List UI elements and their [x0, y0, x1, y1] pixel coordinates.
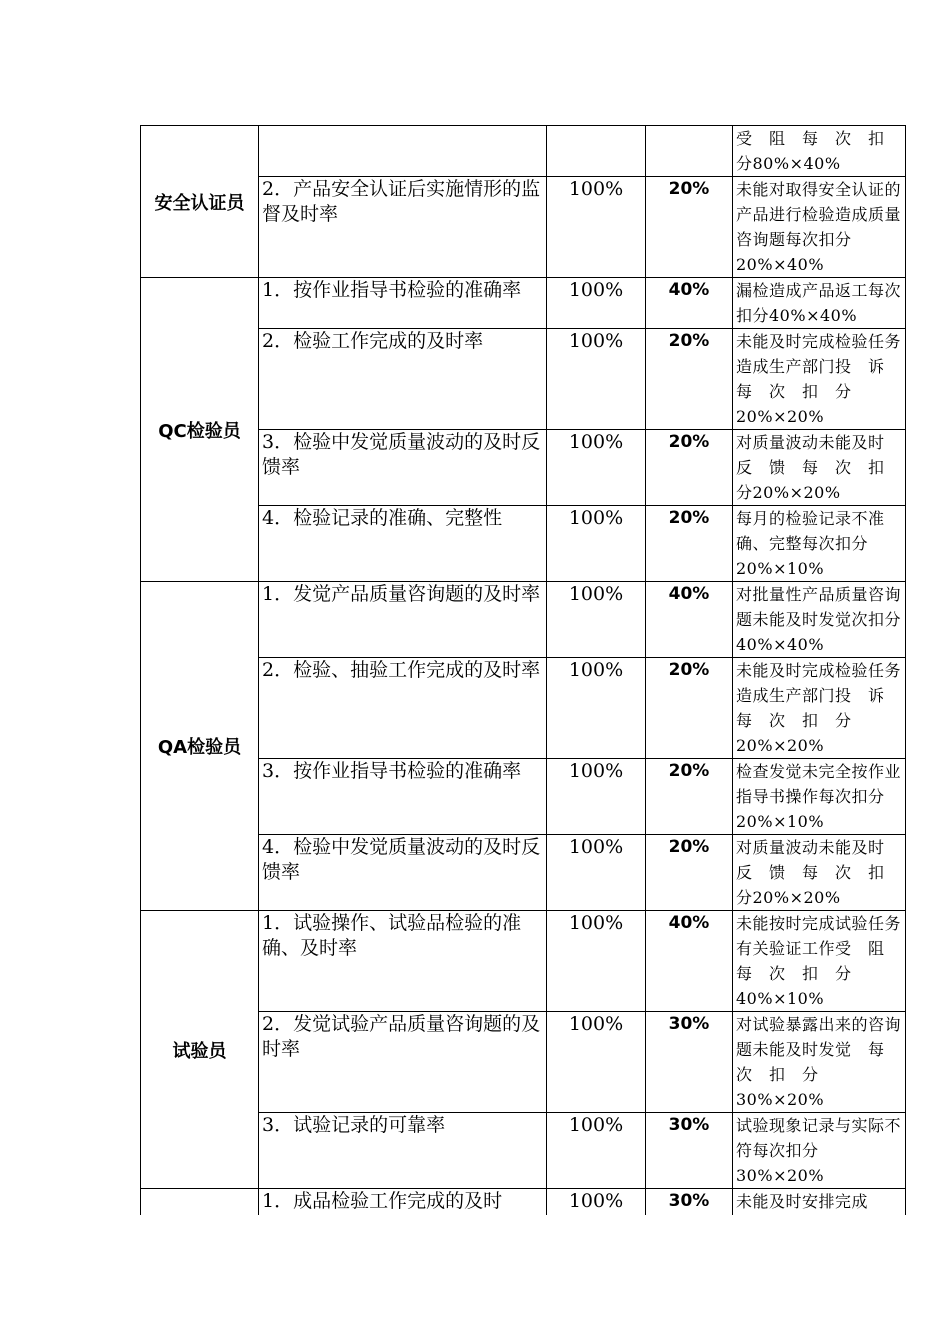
- indicator-cell: 1．成品检验工作完成的及时: [259, 1189, 547, 1215]
- table-row: [141, 278, 906, 329]
- scoring-rule-cell: 未能及时完成检验任务造成生产部门投 诉 每 次 扣 分20%×20%: [733, 658, 906, 759]
- target-cell: 100%: [547, 506, 646, 582]
- scoring-rule-cell: 未能及时安排完成: [733, 1189, 906, 1215]
- target-cell: 100%: [547, 1189, 646, 1215]
- scoring-rule-cell: 受 阻 每 次 扣 分80%×40%: [733, 126, 906, 177]
- scoring-rule-cell: 未能及时完成检验任务造成生产部门投 诉 每 次 扣 分20%×20%: [733, 329, 906, 430]
- scoring-rule-cell: 未能按时完成试验任务有关验证工作受 阻 每 次 扣 分40%×10%: [733, 911, 906, 1012]
- indicator-cell: 1．试验操作、试验品检验的准确、及时率: [259, 911, 547, 1012]
- weight-cell: 20%: [646, 430, 733, 506]
- indicator-cell: 1．按作业指导书检验的准确率: [259, 278, 547, 329]
- target-cell: 100%: [547, 759, 646, 835]
- role-cell: [141, 1189, 259, 1215]
- target-cell: [547, 126, 646, 177]
- role-cell-qc-inspector: QC检验员: [141, 278, 259, 582]
- role-cell-qa-inspector: QA检验员: [141, 582, 259, 911]
- weight-cell: [646, 126, 733, 177]
- table-row: [141, 911, 906, 1012]
- indicator-cell: 2．发觉试验产品质量咨询题的及时率: [259, 1012, 547, 1113]
- scoring-rule-cell: 对试验暴露出来的咨询题未能及时发觉 每 次 扣 分30%×20%: [733, 1012, 906, 1113]
- indicator-cell: 2．检验工作完成的及时率: [259, 329, 547, 430]
- kpi-table: [140, 125, 906, 1215]
- weight-cell: 40%: [646, 278, 733, 329]
- target-cell: 100%: [547, 911, 646, 1012]
- scoring-rule-cell: 每月的检验记录不准确、完整每次扣分20%×10%: [733, 506, 906, 582]
- weight-cell: 20%: [646, 835, 733, 911]
- weight-cell: 20%: [646, 658, 733, 759]
- table-row: [141, 126, 906, 177]
- scoring-rule-cell: 对批量性产品质量咨询题未能及时发觉次扣分40%×40%: [733, 582, 906, 658]
- indicator-cell: 2．检验、抽验工作完成的及时率: [259, 658, 547, 759]
- target-cell: 100%: [547, 177, 646, 278]
- target-cell: 100%: [547, 278, 646, 329]
- weight-cell: 20%: [646, 759, 733, 835]
- indicator-cell: 3．检验中发觉质量波动的及时反馈率: [259, 430, 547, 506]
- weight-cell: 30%: [646, 1012, 733, 1113]
- weight-cell: 30%: [646, 1189, 733, 1215]
- scoring-rule-cell: 对质量波动未能及时 反 馈 每 次 扣 分20%×20%: [733, 835, 906, 911]
- target-cell: 100%: [547, 329, 646, 430]
- indicator-cell: 4．检验中发觉质量波动的及时反馈率: [259, 835, 547, 911]
- target-cell: 100%: [547, 430, 646, 506]
- weight-cell: 30%: [646, 1113, 733, 1189]
- indicator-cell: [259, 126, 547, 177]
- table-row: [141, 582, 906, 658]
- target-cell: 100%: [547, 1113, 646, 1189]
- indicator-cell: 4．检验记录的准确、完整性: [259, 506, 547, 582]
- scoring-rule-cell: 试验现象记录与实际不符每次扣分30%×20%: [733, 1113, 906, 1189]
- role-cell-tester: 试验员: [141, 911, 259, 1189]
- table-row: [141, 1189, 906, 1215]
- indicator-cell: 3．试验记录的可靠率: [259, 1113, 547, 1189]
- weight-cell: 20%: [646, 177, 733, 278]
- scoring-rule-cell: 对质量波动未能及时 反 馈 每 次 扣 分20%×20%: [733, 430, 906, 506]
- weight-cell: 20%: [646, 506, 733, 582]
- indicator-cell: 1．发觉产品质量咨询题的及时率: [259, 582, 547, 658]
- target-cell: 100%: [547, 1012, 646, 1113]
- role-cell-safety-certifier: 安全认证员: [141, 126, 259, 278]
- weight-cell: 40%: [646, 582, 733, 658]
- scoring-rule-cell: 检查发觉未完全按作业指导书操作每次扣分20%×10%: [733, 759, 906, 835]
- weight-cell: 20%: [646, 329, 733, 430]
- scoring-rule-cell: 漏检造成产品返工每次扣分40%×40%: [733, 278, 906, 329]
- indicator-cell: 3．按作业指导书检验的准确率: [259, 759, 547, 835]
- indicator-cell: 2．产品安全认证后实施情形的监督及时率: [259, 177, 547, 278]
- scoring-rule-cell: 未能对取得安全认证的产品进行检验造成质量咨询题每次扣分20%×40%: [733, 177, 906, 278]
- target-cell: 100%: [547, 582, 646, 658]
- target-cell: 100%: [547, 658, 646, 759]
- target-cell: 100%: [547, 835, 646, 911]
- weight-cell: 40%: [646, 911, 733, 1012]
